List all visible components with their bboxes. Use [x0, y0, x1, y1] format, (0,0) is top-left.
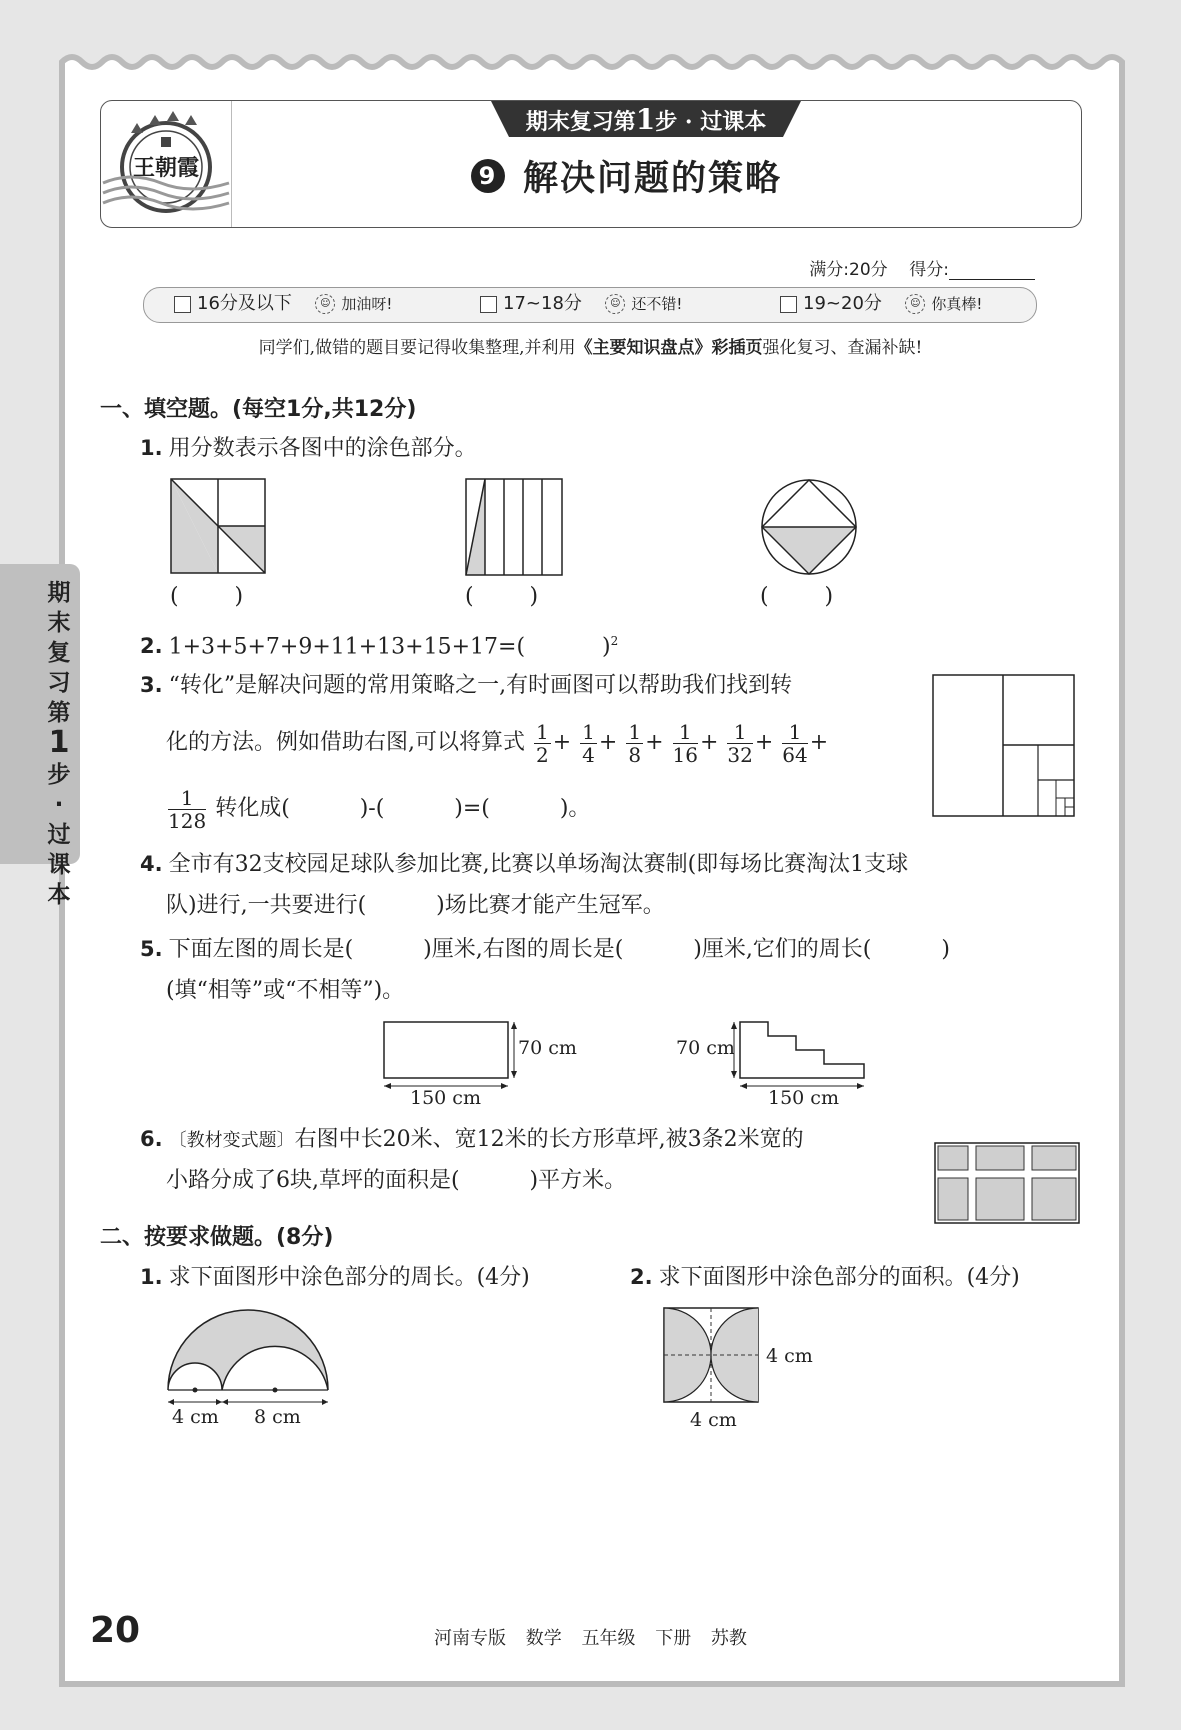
checkbox-icon[interactable] — [480, 296, 497, 313]
question-1-6-line1 — [140, 1124, 804, 1156]
question-number: 3. — [140, 673, 163, 697]
question-1-2 — [140, 626, 618, 662]
answer-blank[interactable] — [290, 796, 360, 821]
answer-blank[interactable]: ( ) — [170, 584, 244, 609]
question-1-4-line1 — [140, 849, 908, 880]
answer-blank[interactable] — [490, 796, 560, 821]
question-number: 1. — [140, 436, 163, 460]
question-number: 4. — [140, 852, 163, 876]
question-text: 求下面图形中涂色部分的周长。(4分) — [168, 1265, 530, 1290]
answer-blank[interactable] — [460, 1168, 530, 1193]
question-number: 6. — [140, 1127, 163, 1151]
section-2-title: 二、按要求做题。(8分) — [100, 1225, 334, 1250]
reminder-post: 强化复习、查漏补缺! — [762, 338, 923, 358]
question-text: )厘米,它们的周长( — [693, 937, 872, 962]
answer-blank[interactable] — [366, 893, 436, 918]
question-2-2 — [630, 1262, 1020, 1293]
step-banner — [491, 101, 801, 139]
fraction: $\frac{1}{128}$ — [168, 785, 207, 833]
question-number: 1. — [140, 1265, 163, 1289]
answer-blank[interactable] — [525, 634, 602, 659]
right-height-label: 70 cm — [676, 1037, 735, 1059]
figure-square-quarter-circles — [662, 1304, 762, 1406]
rating-message: 还不错! — [631, 295, 683, 313]
question-text: 队)进行,一共要进行( — [166, 893, 367, 918]
side-tab-post: 步·过课本 — [47, 762, 71, 908]
checkbox-icon[interactable] — [780, 296, 797, 313]
answer-blank[interactable] — [623, 937, 693, 962]
figure-halving-square — [932, 674, 1076, 818]
question-text: )场比赛才能产生冠军。 — [436, 893, 665, 918]
answer-blank[interactable] — [384, 796, 454, 821]
small-semicircle-label: 4 cm — [172, 1406, 219, 1428]
left-height-label: 70 cm — [518, 1037, 577, 1059]
answer-blank[interactable] — [353, 937, 423, 962]
question-2-1 — [140, 1262, 530, 1293]
step-banner-prefix: 期末复习第 — [525, 109, 636, 135]
question-1-5-line2: (填“相等”或“不相等”)。 — [166, 978, 405, 1003]
rating-bar — [143, 287, 1037, 323]
question-text: 化的方法。例如借助右图,可以将算式 — [166, 730, 525, 755]
figure-semicircles — [160, 1308, 340, 1412]
answer-blank[interactable]: ( ) — [465, 584, 539, 609]
lesson-title-text: 解决问题的策略 — [523, 159, 783, 199]
question-1-4-line2 — [166, 891, 665, 921]
question-1-6-line2 — [166, 1166, 626, 1196]
reminder-book: 《主要知识盘点》彩插页 — [575, 338, 763, 358]
step-banner-suffix: 步 · 过课本 — [655, 109, 767, 135]
question-text: 转化成( — [215, 796, 290, 821]
exponent: 2 — [610, 634, 619, 648]
reminder-pre: 同学们,做错的题目要记得收集整理,并利用 — [258, 338, 576, 358]
fraction: $\frac{1}{4}$ — [582, 719, 595, 767]
question-number: 2. — [630, 1265, 653, 1289]
question-text: 小路分成了6块,草坪的面积是( — [166, 1168, 460, 1193]
answer-blank[interactable]: ( ) — [760, 584, 834, 609]
question-1-3-line3 — [166, 784, 590, 834]
question-text: ) — [601, 634, 611, 660]
figure-striped-rect — [465, 478, 563, 576]
square-bottom-label: 4 cm — [690, 1409, 737, 1431]
score-line — [809, 255, 1035, 280]
left-width-label: 150 cm — [410, 1087, 481, 1109]
side-tab-text — [44, 578, 74, 910]
rating-item[interactable] — [174, 292, 392, 316]
section-1-title: 一、填空题。(每空1分,共12分) — [100, 397, 417, 422]
question-text: 全市有32支校园足球队参加比赛,比赛以单场淘汰赛制(即每场比赛淘汰1支球 — [168, 852, 909, 877]
question-text: )-( — [359, 796, 385, 821]
figure-circle-diamond — [760, 478, 858, 576]
brand-logo — [101, 101, 232, 227]
reminder-text — [0, 333, 1181, 358]
fraction: $\frac{1}{2}$ — [536, 719, 549, 767]
question-1-5-line1 — [140, 934, 950, 965]
question-text: 求下面图形中涂色部分的面积。(4分) — [658, 1265, 1020, 1290]
fraction: $\frac{1}{16}$ — [672, 719, 698, 767]
rating-item[interactable] — [480, 292, 682, 316]
question-text: )厘米,右图的周长是( — [423, 937, 624, 962]
question-text: ) — [941, 937, 950, 962]
lesson-header — [100, 100, 1082, 228]
fraction: $\frac{1}{32}$ — [727, 719, 753, 767]
right-width-label: 150 cm — [768, 1087, 839, 1109]
figure-square-triangles — [170, 478, 266, 574]
fraction: $\frac{1}{64}$ — [782, 719, 808, 767]
checkbox-icon[interactable] — [174, 296, 191, 313]
logo-wordmark: 王朝霞 — [132, 155, 200, 181]
question-text: 1+3+5+7+9+11+13+15+17=( — [168, 634, 526, 660]
question-1-3-line1 — [140, 670, 792, 701]
question-1-3-line2: 化的方法。例如借助右图,可以将算式 $\frac{1}{2}$ + $\frac{1}{4}$ + $\frac{1}{8}$ + $\frac{1}{16}$ + $\frac{1}{32}$ + $\frac{1}{64}$ + — [166, 719, 829, 767]
question-text: )。 — [559, 796, 591, 821]
fraction: $\frac{1}{8}$ — [628, 719, 642, 767]
side-tab-number: 1 — [48, 725, 70, 760]
figure-lawn-paths — [934, 1142, 1080, 1224]
lesson-number-badge: 9 — [471, 159, 505, 193]
footer-text: 河南专版 数学 五年级 下册 苏教 — [434, 1628, 747, 1649]
rating-message: 加油呀! — [341, 295, 393, 313]
side-tab-pre: 期末复习第 — [47, 580, 71, 726]
rating-message: 你真棒! — [931, 295, 983, 313]
face-icon: ☺ — [605, 294, 625, 314]
score-blank[interactable] — [949, 261, 1035, 280]
question-1-1 — [140, 433, 477, 464]
lesson-title — [471, 151, 782, 201]
question-text: 下面左图的周长是( — [168, 937, 354, 962]
question-text: )=( — [454, 796, 490, 821]
large-semicircle-label: 8 cm — [254, 1406, 301, 1428]
question-tag: 〔教材变式题〕 — [168, 1130, 295, 1151]
page-number: 20 — [90, 1610, 141, 1651]
rating-item[interactable] — [780, 292, 982, 316]
score-label: 得分: — [909, 260, 949, 280]
question-text: )平方米。 — [529, 1168, 627, 1193]
question-text: “转化”是解决问题的常用策略之一,有时画图可以帮助我们找到转 — [168, 673, 793, 698]
answer-blank[interactable] — [871, 937, 941, 962]
full-score: 满分:20分 — [809, 260, 888, 280]
face-icon: ☺ — [315, 294, 335, 314]
face-icon: ☺ — [905, 294, 925, 314]
question-number: 5. — [140, 937, 163, 961]
step-banner-number: 1 — [635, 103, 656, 136]
rating-range: 17~18分 — [503, 293, 582, 314]
rating-range: 16分及以下 — [197, 293, 292, 314]
question-text: 右图中长20米、宽12米的长方形草坪,被3条2米宽的 — [294, 1127, 804, 1152]
rating-range: 19~20分 — [803, 293, 882, 314]
question-text: 用分数表示各图中的涂色部分。 — [168, 436, 477, 461]
square-side-label: 4 cm — [766, 1345, 813, 1367]
question-number: 2. — [140, 634, 163, 659]
